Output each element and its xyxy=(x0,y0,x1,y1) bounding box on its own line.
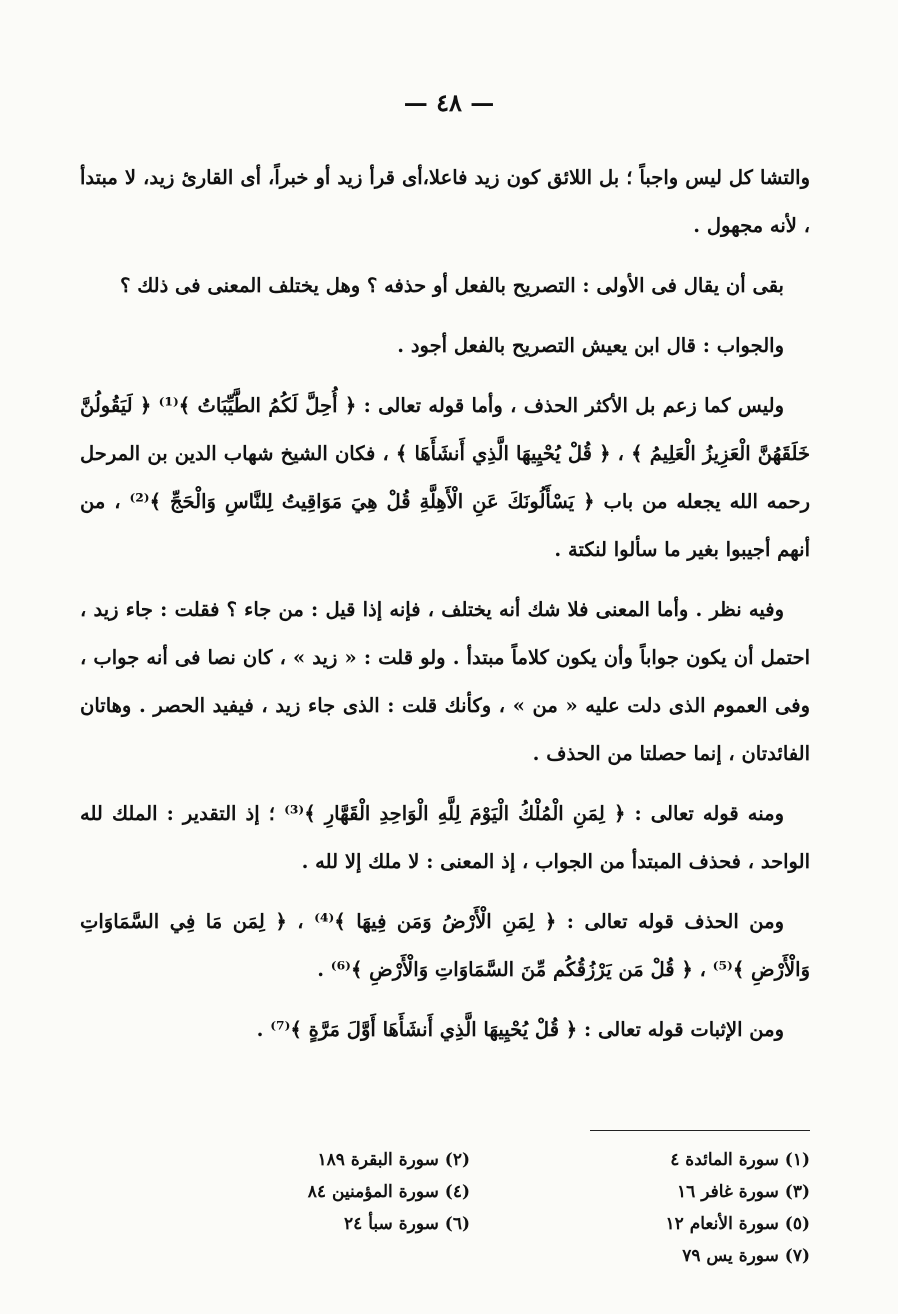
paragraph-4: وليس كما زعم بل الأكثر الحذف ، وأما قوله تعالى : ﴿ أُحِلَّ لَكُمُ الطَّيِّبَاتُ ﴾⁽¹⁾ ﴿ لَيَقُولُنَّ خَلَقَهُنَّ الْعَزِيزُ الْعَلِيمُ ﴾ ، ﴿ قُلْ يُحْيِيهَا الَّذِي أَنشَأَهَا ﴾ ، فكان الشيخ شهاب الدين بن المرحل رحمه الله يجعله من باب ﴿ يَسْأَلُونَكَ عَنِ الْأَهِلَّةِ قُلْ هِيَ مَوَاقِيتُ لِلنَّاسِ وَالْحَجِّ ﴾⁽²⁾ ، من أنهم أجيبوا بغير ما سألوا لنكتة . xyxy=(80,394,811,561)
footnote-7: (٧) سورة يس ٧٩ xyxy=(682,1246,810,1266)
paragraph-6: ومنه قوله تعالى : ﴿ لِمَنِ الْمُلْكُ الْيَوْمَ لِلَّهِ الْوَاحِدِ الْقَهَّارِ ﴾⁽³⁾ ؛ إذ التقدير : الملك لله الواحد ، فحذف المبتدأ من الجواب ، إذ المعنى : لا ملك إلا لله . xyxy=(80,802,810,873)
paragraph-8: ومن الإثبات قوله تعالى : ﴿ قُلْ يُحْيِيهَا الَّذِي أَنشَأَهَا أَوَّلَ مَرَّةٍ ﴾⁽⁷⁾ . xyxy=(256,1018,784,1041)
footnote-1: (١) سورة المائدة ٤ xyxy=(670,1150,810,1170)
page-number: — ٤٨ — xyxy=(403,88,495,117)
paragraph-5: وفيه نظر . وأما المعنى فلا شك أنه يختلف ، فإنه إذا قيل : من جاء ؟ فقلت : جاء زيد ، احتمل أن يكون جواباً وأن يكون كلاماً مبتدأ . ولو قلت : « زيد » ، كان نصا فى أنه جواب ، وفى العموم الذى دلت عليه « من » ، وكأنك قلت : الذى جاء زيد ، فيفيد الحصر . وهاتان الفائدتان ، إنما حصلتا من الحذف . xyxy=(80,598,810,765)
footnote-6: (٦) سورة سبأ ٢٤ xyxy=(344,1214,470,1234)
body-text xyxy=(80,154,810,1066)
paragraph-2: بقى أن يقال فى الأولى : التصريح بالفعل أو حذفه ؟ وهل يختلف المعنى فى ذلك ؟ xyxy=(120,274,784,297)
footnote-3: (٣) سورة غافر ١٦ xyxy=(677,1182,810,1202)
footnote-2: (٢) سورة البقرة ١٨٩ xyxy=(317,1150,470,1170)
footnote-divider xyxy=(590,1130,810,1131)
footnotes xyxy=(250,1144,810,1272)
footnote-5: (٥) سورة الأنعام ١٢ xyxy=(665,1214,810,1234)
paragraph-7: ومن الحذف قوله تعالى : ﴿ لِمَنِ الْأَرْضُ وَمَن فِيهَا ﴾⁽⁴⁾ ، ﴿ لِمَن مَا فِي السَّمَاوَاتِ وَالْأَرْضِ ﴾⁽⁵⁾ ، ﴿ قُلْ مَن يَرْزُقُكُم مِّنَ السَّمَاوَاتِ وَالْأَرْضِ ﴾⁽⁶⁾ . xyxy=(80,910,810,981)
footnote-4: (٤) سورة المؤمنين ٨٤ xyxy=(307,1182,470,1202)
paragraph-3: والجواب : قال ابن يعيش التصريح بالفعل أجود . xyxy=(397,334,784,357)
paragraph-1: والتشا كل ليس واجباً ؛ بل اللائق كون زيد فاعلا،أى قرأ زيد أو خبراً، أى القارئ زيد، لا مبتدأ ، لأنه مجهول . xyxy=(80,166,810,237)
